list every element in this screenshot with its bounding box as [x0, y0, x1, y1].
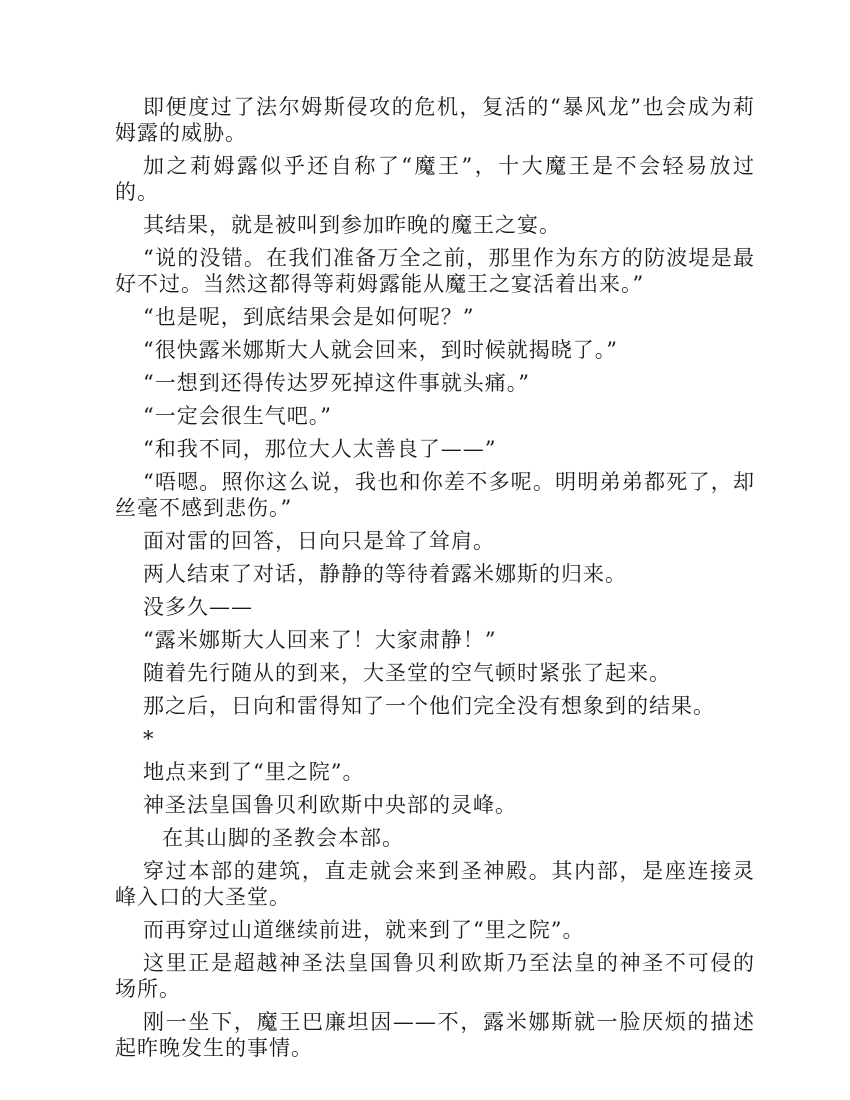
paragraph: “一想到还得传达罗死掉这件事就头痛。”: [143, 371, 530, 395]
paragraph: “和我不同，那位大人太善良了——”: [143, 437, 497, 461]
paragraph: 刚一坐下，魔王巴廉坦因——不，露米娜斯就一脸厌烦的描述起昨晚发生的事情。: [115, 1010, 755, 1060]
paragraph: 随着先行随从的到来，大圣堂的空气顿时紧张了起来。: [143, 661, 671, 685]
paragraph: 面对雷的回答，日向只是耸了耸肩。: [143, 529, 495, 553]
paragraph: “露米娜斯大人回来了！大家肃静！”: [143, 628, 497, 652]
paragraph: 两人结束了对话，静静的等待着露米娜斯的归来。: [143, 562, 627, 586]
paragraph: “一定会很生气吧。”: [143, 404, 332, 428]
paragraph: 没多久——: [143, 595, 253, 619]
paragraph: 那之后，日向和雷得知了一个他们完全没有想象到的结果。: [143, 694, 715, 718]
paragraph: 而再穿过山道继续前进，就来到了“里之院”。: [143, 918, 585, 942]
paragraph: “很快露米娜斯大人就会回来，到时候就揭晓了。”: [143, 338, 618, 362]
paragraph: “唔嗯。照你这么说，我也和你差不多呢。明明弟弟都死了，却丝毫不感到悲伤。”: [115, 470, 755, 520]
paragraph: 地点来到了“里之院”。: [143, 760, 365, 784]
paragraph: 加之莉姆露似乎还自称了“魔王”，十大魔王是不会轻易放过的。: [115, 154, 755, 204]
paragraph: 即便度过了法尔姆斯侵攻的危机，复活的“暴风龙”也会成为莉姆露的威胁。: [115, 95, 755, 145]
paragraph: 穿过本部的建筑，直走就会来到圣神殿。其内部，是座连接灵峰入口的大圣堂。: [115, 859, 755, 909]
paragraph: 在其山脚的圣教会本部。: [162, 826, 404, 850]
paragraph: 其结果，就是被叫到参加昨晚的魔王之宴。: [143, 213, 561, 237]
paragraph: “也是呢，到底结果会是如何呢？”: [143, 305, 475, 329]
body-text: [115, 94, 755, 1068]
paragraph: “说的没错。在我们准备万全之前，那里作为东方的防波堤是最好不过。当然这都得等莉姆露能从魔王之宴活着出来。”: [115, 246, 755, 296]
scene-break: *: [143, 727, 155, 751]
paragraph: 神圣法皇国鲁贝利欧斯中央部的灵峰。: [143, 793, 517, 817]
paragraph: 这里正是超越神圣法皇国鲁贝利欧斯乃至法皇的神圣不可侵的场所。: [115, 951, 755, 1001]
